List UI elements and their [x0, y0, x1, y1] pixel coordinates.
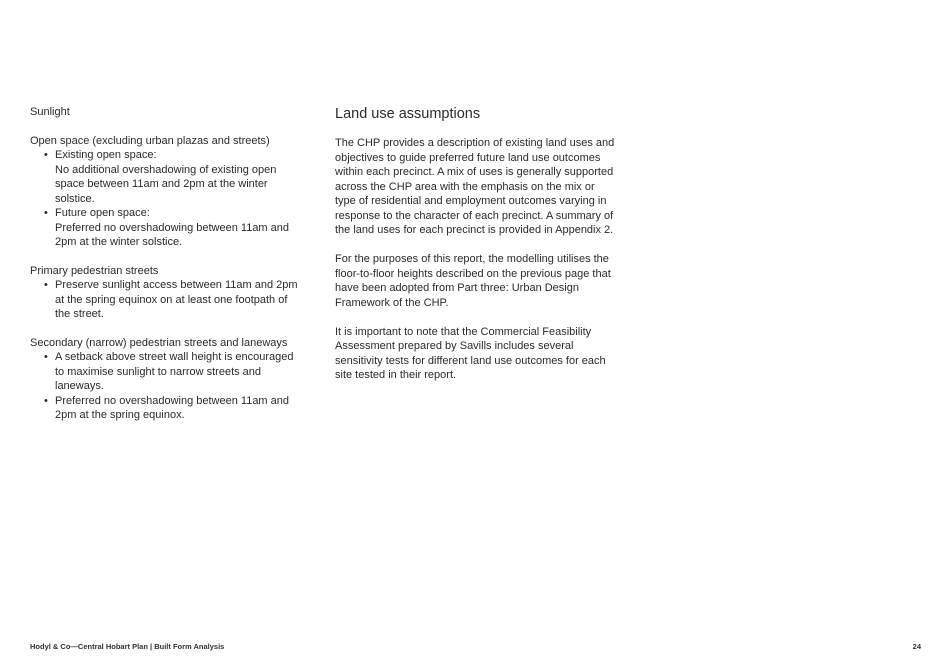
list-item [55, 206, 302, 250]
bullet-head: • Future open space: [55, 207, 150, 219]
sunlight-column [30, 105, 302, 437]
bullet-body: • A setback above street wall height is encouraged to maximise sunlight to narrow streets and laneways. [55, 351, 294, 392]
paragraph: It is important to note that the Commercial Feasibility Assessment prepared by Savills includes several sensitivity tests for different land use outcomes for each site tested in their report. [335, 325, 606, 381]
group-primary-streets [30, 264, 302, 322]
bullet-list [30, 350, 302, 423]
group-secondary-streets [30, 336, 302, 423]
paragraph: For the purposes of this report, the modelling utilises the floor-to-floor heights described on the previous page that have been adopted from Part three: Urban Design Framework of the CHP. [335, 253, 611, 309]
land-use-heading: Land use assumptions [335, 106, 481, 122]
paragraph: The CHP provides a description of existing land uses and objectives to guide preferred future land use outcomes within each precinct. A mix of uses is generally supported across the CHP area with the emphasis on the mix or type of residential and employment outcomes varying in response to the character of each precinct. A summary of the land uses for each precinct is provided in Appendix 2. [335, 137, 615, 236]
group-title: Primary pedestrian streets [30, 264, 159, 277]
bullet-body: • Preferred no overshadowing between 11am and 2pm at the spring equinox. [55, 394, 290, 421]
page-number: 24 [912, 642, 921, 651]
bullet-list [30, 278, 302, 322]
bullet-list [30, 148, 302, 250]
list-item [55, 394, 302, 423]
list-item [55, 350, 302, 394]
list-item [55, 278, 302, 322]
bullet-body: Preferred no overshadowing between 11am and 2pm at the winter solstice. [55, 221, 290, 248]
group-title: Secondary (narrow) pedestrian streets and laneways [30, 336, 288, 349]
land-use-column [335, 105, 615, 397]
sunlight-heading: Sunlight [30, 106, 70, 118]
footer-document-title: Hodyl & Co—Central Hobart Plan | Built Form Analysis [30, 642, 225, 651]
list-item [55, 148, 302, 206]
bullet-body: No additional overshadowing of existing open space between 11am and 2pm at the winter solstice. [55, 163, 277, 205]
bullet-head: • Existing open space: [55, 149, 157, 161]
group-open-space [30, 134, 302, 250]
bullet-body: • Preserve sunlight access between 11am and 2pm at the spring equinox on at least one footpath of the street. [55, 279, 298, 320]
group-title: Open space (excluding urban plazas and streets) [30, 134, 270, 147]
